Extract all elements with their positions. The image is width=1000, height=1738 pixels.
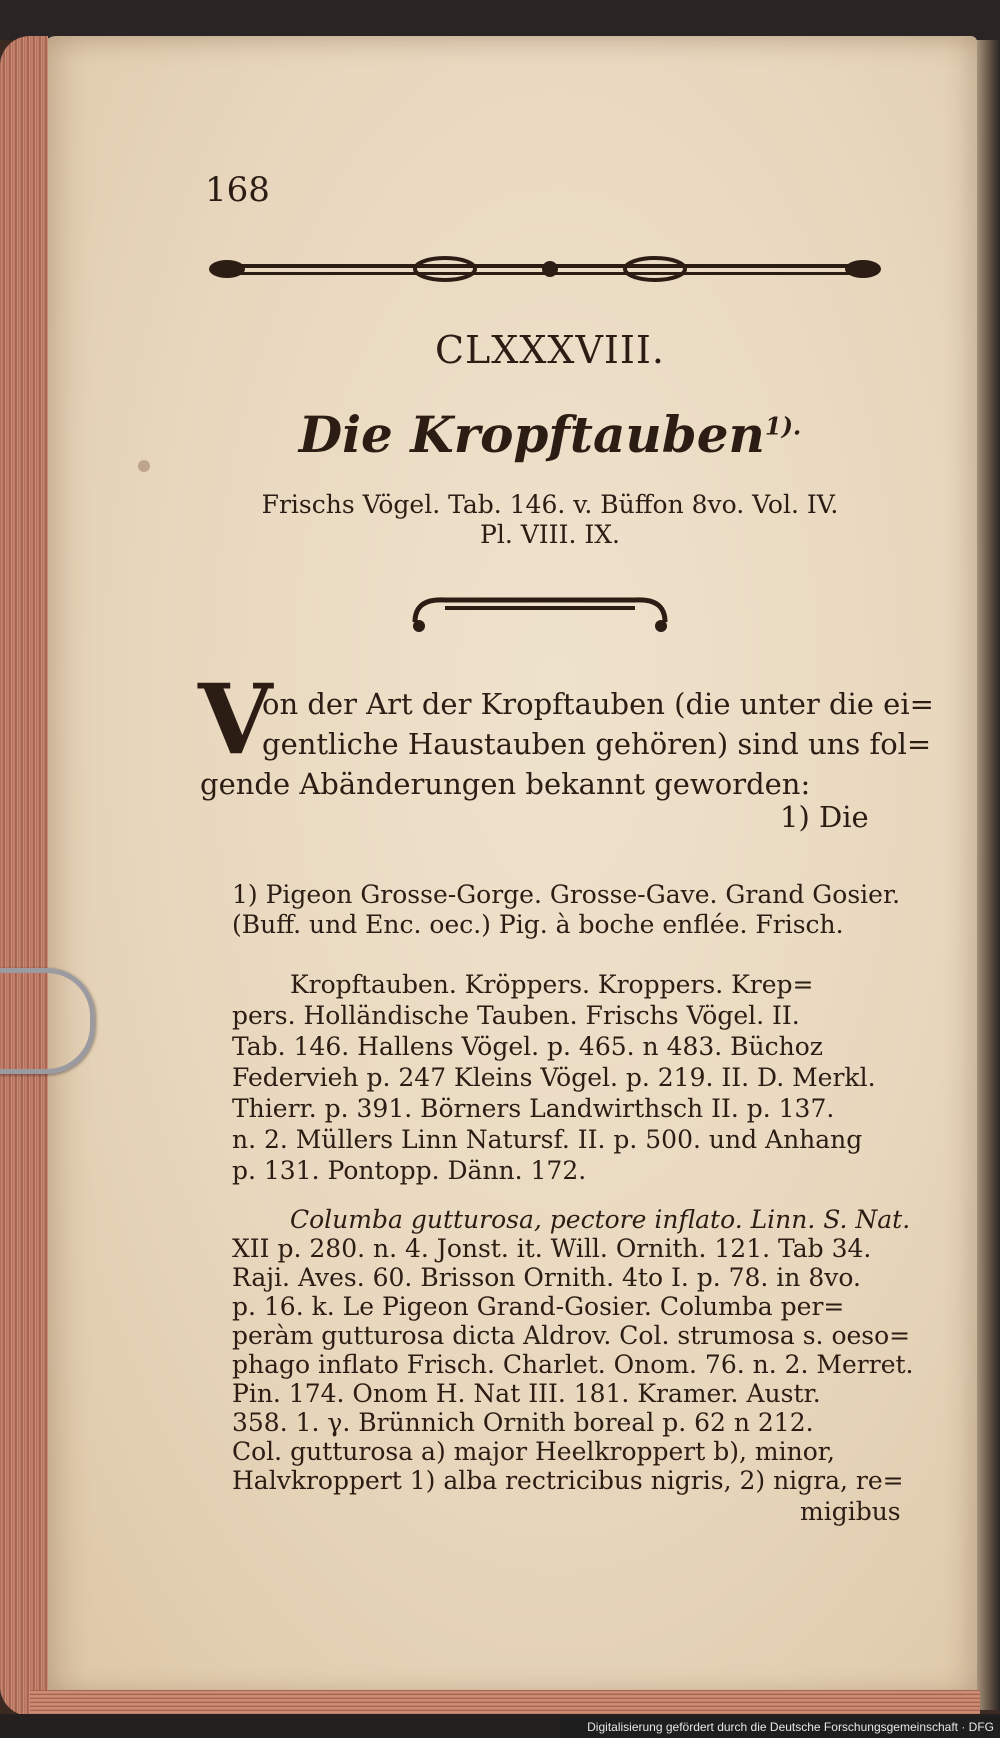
page-number: 168 bbox=[205, 170, 270, 210]
book-page-edges bbox=[0, 36, 48, 1716]
footnote-line: 358. 1. γ. Brünnich Ornith boreal p. 62 n 212. bbox=[232, 1408, 814, 1437]
reference-line-2: Pl. VIII. IX. bbox=[480, 520, 620, 549]
footnote-line: phago inflato Frisch. Charlet. Onom. 76. n. 2. Merret. bbox=[232, 1350, 914, 1379]
chapter-title-text: Die Kropftauben bbox=[298, 405, 765, 464]
footnote-line: 1) Pigeon Grosse-Gorge. Grosse-Gave. Grand Gosier. bbox=[232, 880, 901, 909]
intro-line-3: gende Abänderungen bekannt geworden: bbox=[200, 767, 811, 801]
top-bar bbox=[0, 0, 1000, 40]
catchword: 1) Die bbox=[780, 800, 869, 834]
footnote-line: p. 131. Pontopp. Dänn. 172. bbox=[232, 1156, 587, 1185]
section-ornament bbox=[405, 592, 675, 636]
footnote-line: Tab. 146. Hallens Vögel. p. 465. n 483. Büchoz bbox=[232, 1032, 823, 1061]
footer-credit: Digitalisierung gefördert durch die Deutsche Forschungsgemeinschaft · DFG bbox=[560, 1716, 1000, 1738]
chapter-title bbox=[0, 405, 1000, 464]
footnote-line: Columba gutturosa, pectore inflato. Linn. S. Nat. bbox=[290, 1205, 911, 1234]
footnote-line: Thierr. p. 391. Börners Landwirthsch II. p. 137. bbox=[232, 1094, 835, 1123]
intro-line-2: gentliche Haustauben gehören) sind uns fol= bbox=[262, 727, 932, 761]
footnote-line: Halvkroppert 1) alba rectricibus nigris, 2) nigra, re= bbox=[232, 1466, 904, 1495]
paper-clip bbox=[0, 968, 95, 1074]
footnote-line: p. 16. k. Le Pigeon Grand-Gosier. Columba per= bbox=[232, 1292, 845, 1321]
footnote-line: Col. gutturosa a) major Heelkroppert b), minor, bbox=[232, 1437, 835, 1466]
footnote-line: Raji. Aves. 60. Brisson Ornith. 4to I. p. 78. in 8vo. bbox=[232, 1263, 861, 1292]
book-bottom-edge bbox=[30, 1690, 980, 1714]
footnote-line: Pin. 174. Onom H. Nat III. 181. Kramer. Austr. bbox=[232, 1379, 821, 1408]
footnote-line: (Buff. und Enc. oec.) Pig. à boche enflée. Frisch. bbox=[232, 910, 844, 939]
footnote-line: peràm gutturosa dicta Aldrov. Col. strumosa s. oeso= bbox=[232, 1321, 911, 1350]
chapter-number: CLXXXVIII. bbox=[434, 328, 666, 372]
drop-cap: V bbox=[198, 663, 273, 776]
footnote-catchword: migibus bbox=[800, 1497, 901, 1526]
footnote-line: XII p. 280. n. 4. Jonst. it. Will. Ornith. 121. Tab 34. bbox=[232, 1234, 872, 1263]
title-footnote-marker: 1). bbox=[764, 411, 802, 441]
footnote-line: pers. Holländische Tauben. Frischs Vögel. II. bbox=[232, 1001, 800, 1030]
reference-line-1: Frischs Vögel. Tab. 146. v. Büffon 8vo. Vol. IV. bbox=[261, 490, 839, 519]
intro-line-1: on der Art der Kropftauben (die unter die ei= bbox=[262, 687, 934, 721]
footnote-line: n. 2. Müllers Linn Natursf. II. p. 500. und Anhang bbox=[232, 1125, 863, 1154]
footnote-line: Federvieh p. 247 Kleins Vögel. p. 219. II. D. Merkl. bbox=[232, 1063, 876, 1092]
footnote-line: Kropftauben. Kröppers. Kroppers. Krep= bbox=[290, 970, 814, 999]
header-ornament bbox=[205, 250, 885, 290]
